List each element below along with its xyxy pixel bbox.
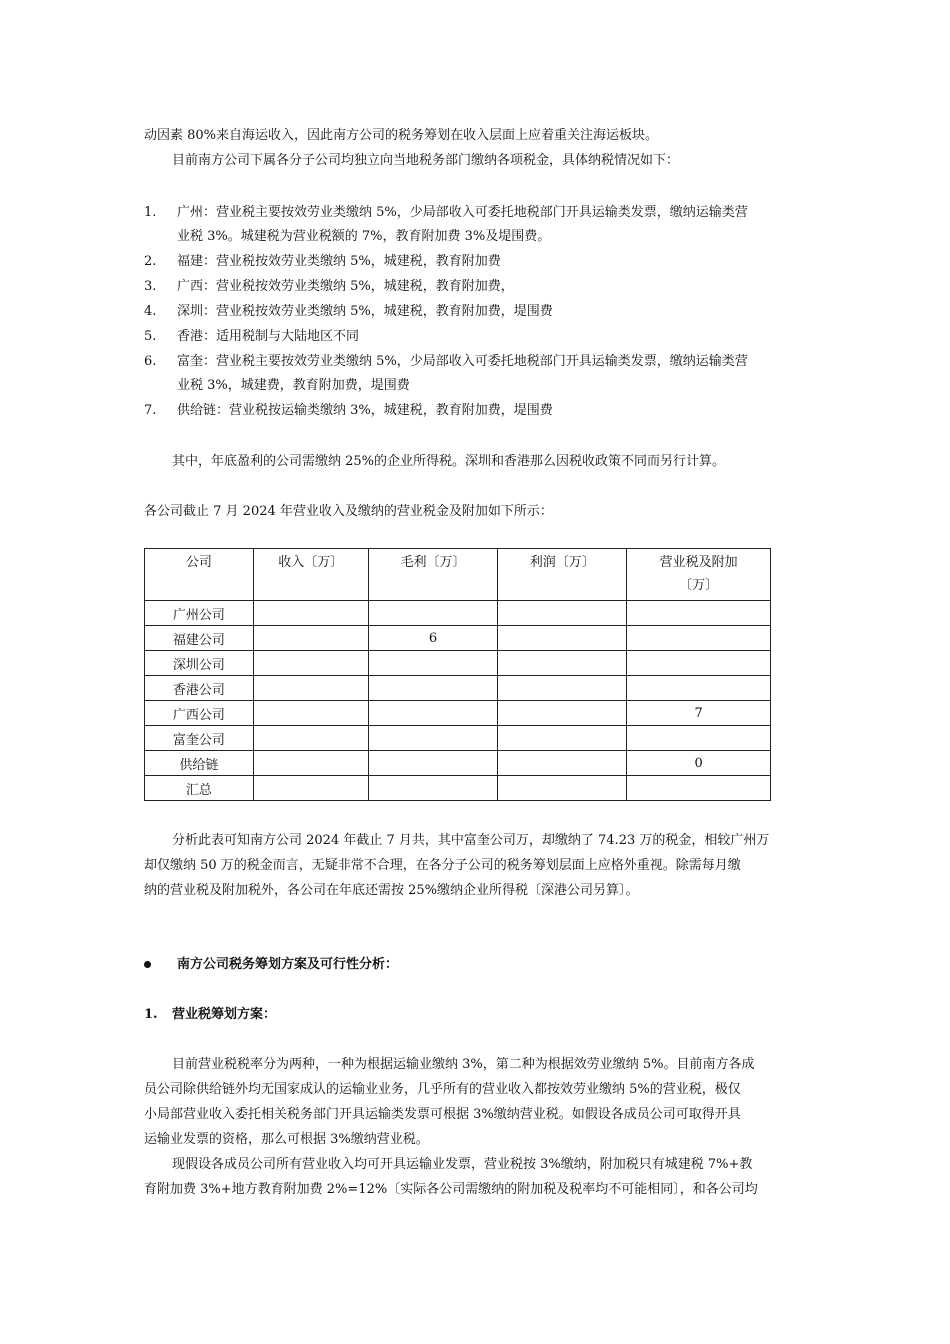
list-item-text: 香港：适用税制与大陆地区不同 [177,329,360,344]
intro-line-1: 动因素 80%来自海运收入，因此南方公司的税务筹划在收入层面上应着重关注海运板块。 [144,128,659,143]
body-line: 小局部营业收入委托相关税务部门开具运输类发票可根据 3%缴纳营业税。如假设各成员公司可取得开具 [144,1107,741,1122]
body-line: 育附加费 3%+地方教育附加费 2%=12%〔实际各公司需缴纳的附加税及税率均不可能相同〕，和各公司均 [144,1182,758,1197]
cell-gross-profit [368,751,498,776]
body-line: 员公司除供给链外均无国家成认的运输业业务，几乎所有的营业收入都按效劳业缴纳 5%的营业税，极仅 [144,1082,741,1097]
table-row [145,701,771,726]
cell-profit [498,626,627,651]
cell-gross-profit [368,726,498,751]
header-business-tax [627,549,771,601]
revenue-tax-table [144,548,771,801]
cell-business-tax [627,651,771,676]
cell-company: 广西公司 [145,701,254,726]
cell-profit [498,751,627,776]
header-company: 公司 [145,549,254,601]
cell-company: 广州公司 [145,601,254,626]
cell-company: 供给链 [145,751,254,776]
table-row [145,651,771,676]
cell-revenue [253,676,368,701]
cell-company: 富奎公司 [145,726,254,751]
header-business-tax-line1: 营业税及附加 [659,555,738,570]
cell-company: 香港公司 [145,676,254,701]
cell-profit [498,601,627,626]
list-item-text: 广州：营业税主要按效劳业类缴纳 5%，少局部收入可委托地税部门开具运输类发票，缴纳运输类营 [177,205,748,220]
cell-revenue [253,751,368,776]
cell-revenue [253,726,368,751]
cell-company: 汇总 [145,776,254,801]
list-item-text: 业税 3%，城建费，教育附加费，堤围费 [177,378,410,393]
cell-business-tax [627,726,771,751]
cell-business-tax: 7 [627,701,771,726]
list-item-number: 3. [144,279,157,294]
table-row [145,601,771,626]
intro-line-2: 目前南方公司下属各分子公司均独立向当地税务部门缴纳各项税金，具体纳税情况如下： [172,153,680,168]
list-item-text: 供给链：营业税按运输类缴纳 3%，城建税，教育附加费，堤围费 [177,403,553,418]
list-item-number: 5. [144,329,157,344]
table-header-row [145,549,771,601]
list-item-number: 6. [144,354,157,369]
cell-business-tax [627,601,771,626]
cell-gross-profit [368,601,498,626]
cell-profit [498,726,627,751]
table-row-total [145,776,771,801]
subsection-number: 1. [144,1007,158,1022]
cell-gross-profit: 6 [368,626,498,651]
list-item-number: 4. [144,304,157,319]
table-row [145,751,771,776]
header-revenue: 收入〔万〕 [253,549,368,601]
cell-gross-profit [368,651,498,676]
analysis-line: 分析此表可知南方公司 2024 年截止 7 月共，其中富奎公司万，却缴纳了 74.23 万的税金，相较广州万 [172,833,770,848]
list-item-text: 福建：营业税按效劳业类缴纳 5%，城建税，教育附加费 [177,254,501,269]
income-tax-paragraph: 其中，年底盈利的公司需缴纳 25%的企业所得税。深圳和香港那么因税收政策不同而另行计算。 [172,454,726,469]
list-item-text: 广西：营业税按效劳业类缴纳 5%，城建税，教育附加费， [177,279,514,294]
list-item-text: 业税 3%。城建税为营业税额的 7%，教育附加费 3%及堤围费。 [177,229,551,244]
section-heading: 南方公司税务筹划方案及可行性分析： [177,957,399,972]
cell-revenue [253,776,368,801]
list-item-number: 2. [144,254,157,269]
cell-gross-profit [368,701,498,726]
table-row [145,726,771,751]
cell-revenue [253,601,368,626]
analysis-line: 却仅缴纳 50 万的税金而言，无疑非常不合理，在各分子公司的税务筹划层面上应格外重视。除需每月缴 [144,858,741,873]
bullet-icon [144,961,151,968]
list-item-number: 1. [144,205,157,220]
table-row [145,676,771,701]
header-gross-profit: 毛利〔万〕 [368,549,498,601]
body-line: 运输业发票的资格，那么可根据 3%缴纳营业税。 [144,1132,429,1147]
cell-gross-profit [368,776,498,801]
subsection-title: 营业税筹划方案： [172,1007,277,1022]
cell-business-tax [627,776,771,801]
cell-profit [498,776,627,801]
cell-profit [498,651,627,676]
cell-business-tax [627,626,771,651]
header-business-tax-unit: 〔万〕 [679,578,719,593]
cell-gross-profit [368,676,498,701]
body-line: 目前营业税税率分为两种，一种为根据运输业缴纳 3%，第二种为根据效劳业缴纳 5%。目前南方各成 [172,1057,755,1072]
cell-company: 福建公司 [145,626,254,651]
list-item-text: 富奎：营业税主要按效劳业类缴纳 5%，少局部收入可委托地税部门开具运输类发票，缴纳运输类营 [177,354,748,369]
analysis-line: 纳的营业税及附加税外，各公司在年底还需按 25%缴纳企业所得税〔深港公司另算〕。 [144,883,639,898]
cell-revenue [253,626,368,651]
table-caption: 各公司截止 7 月 2024 年营业收入及缴纳的营业税金及附加如下所示： [144,504,553,519]
body-line: 现假设各成员公司所有营业收入均可开具运输业发票，营业税按 3%缴纳，附加税只有城建税 7%+教 [172,1157,753,1172]
cell-profit [498,676,627,701]
cell-business-tax [627,676,771,701]
cell-revenue [253,651,368,676]
table-row [145,626,771,651]
cell-business-tax: 0 [627,751,771,776]
list-item-number: 7. [144,403,157,418]
cell-company: 深圳公司 [145,651,254,676]
list-item-text: 深圳：营业税按效劳业类缴纳 5%，城建税，教育附加费，堤围费 [177,304,553,319]
cell-profit [498,701,627,726]
cell-revenue [253,701,368,726]
header-profit: 利润〔万〕 [498,549,627,601]
